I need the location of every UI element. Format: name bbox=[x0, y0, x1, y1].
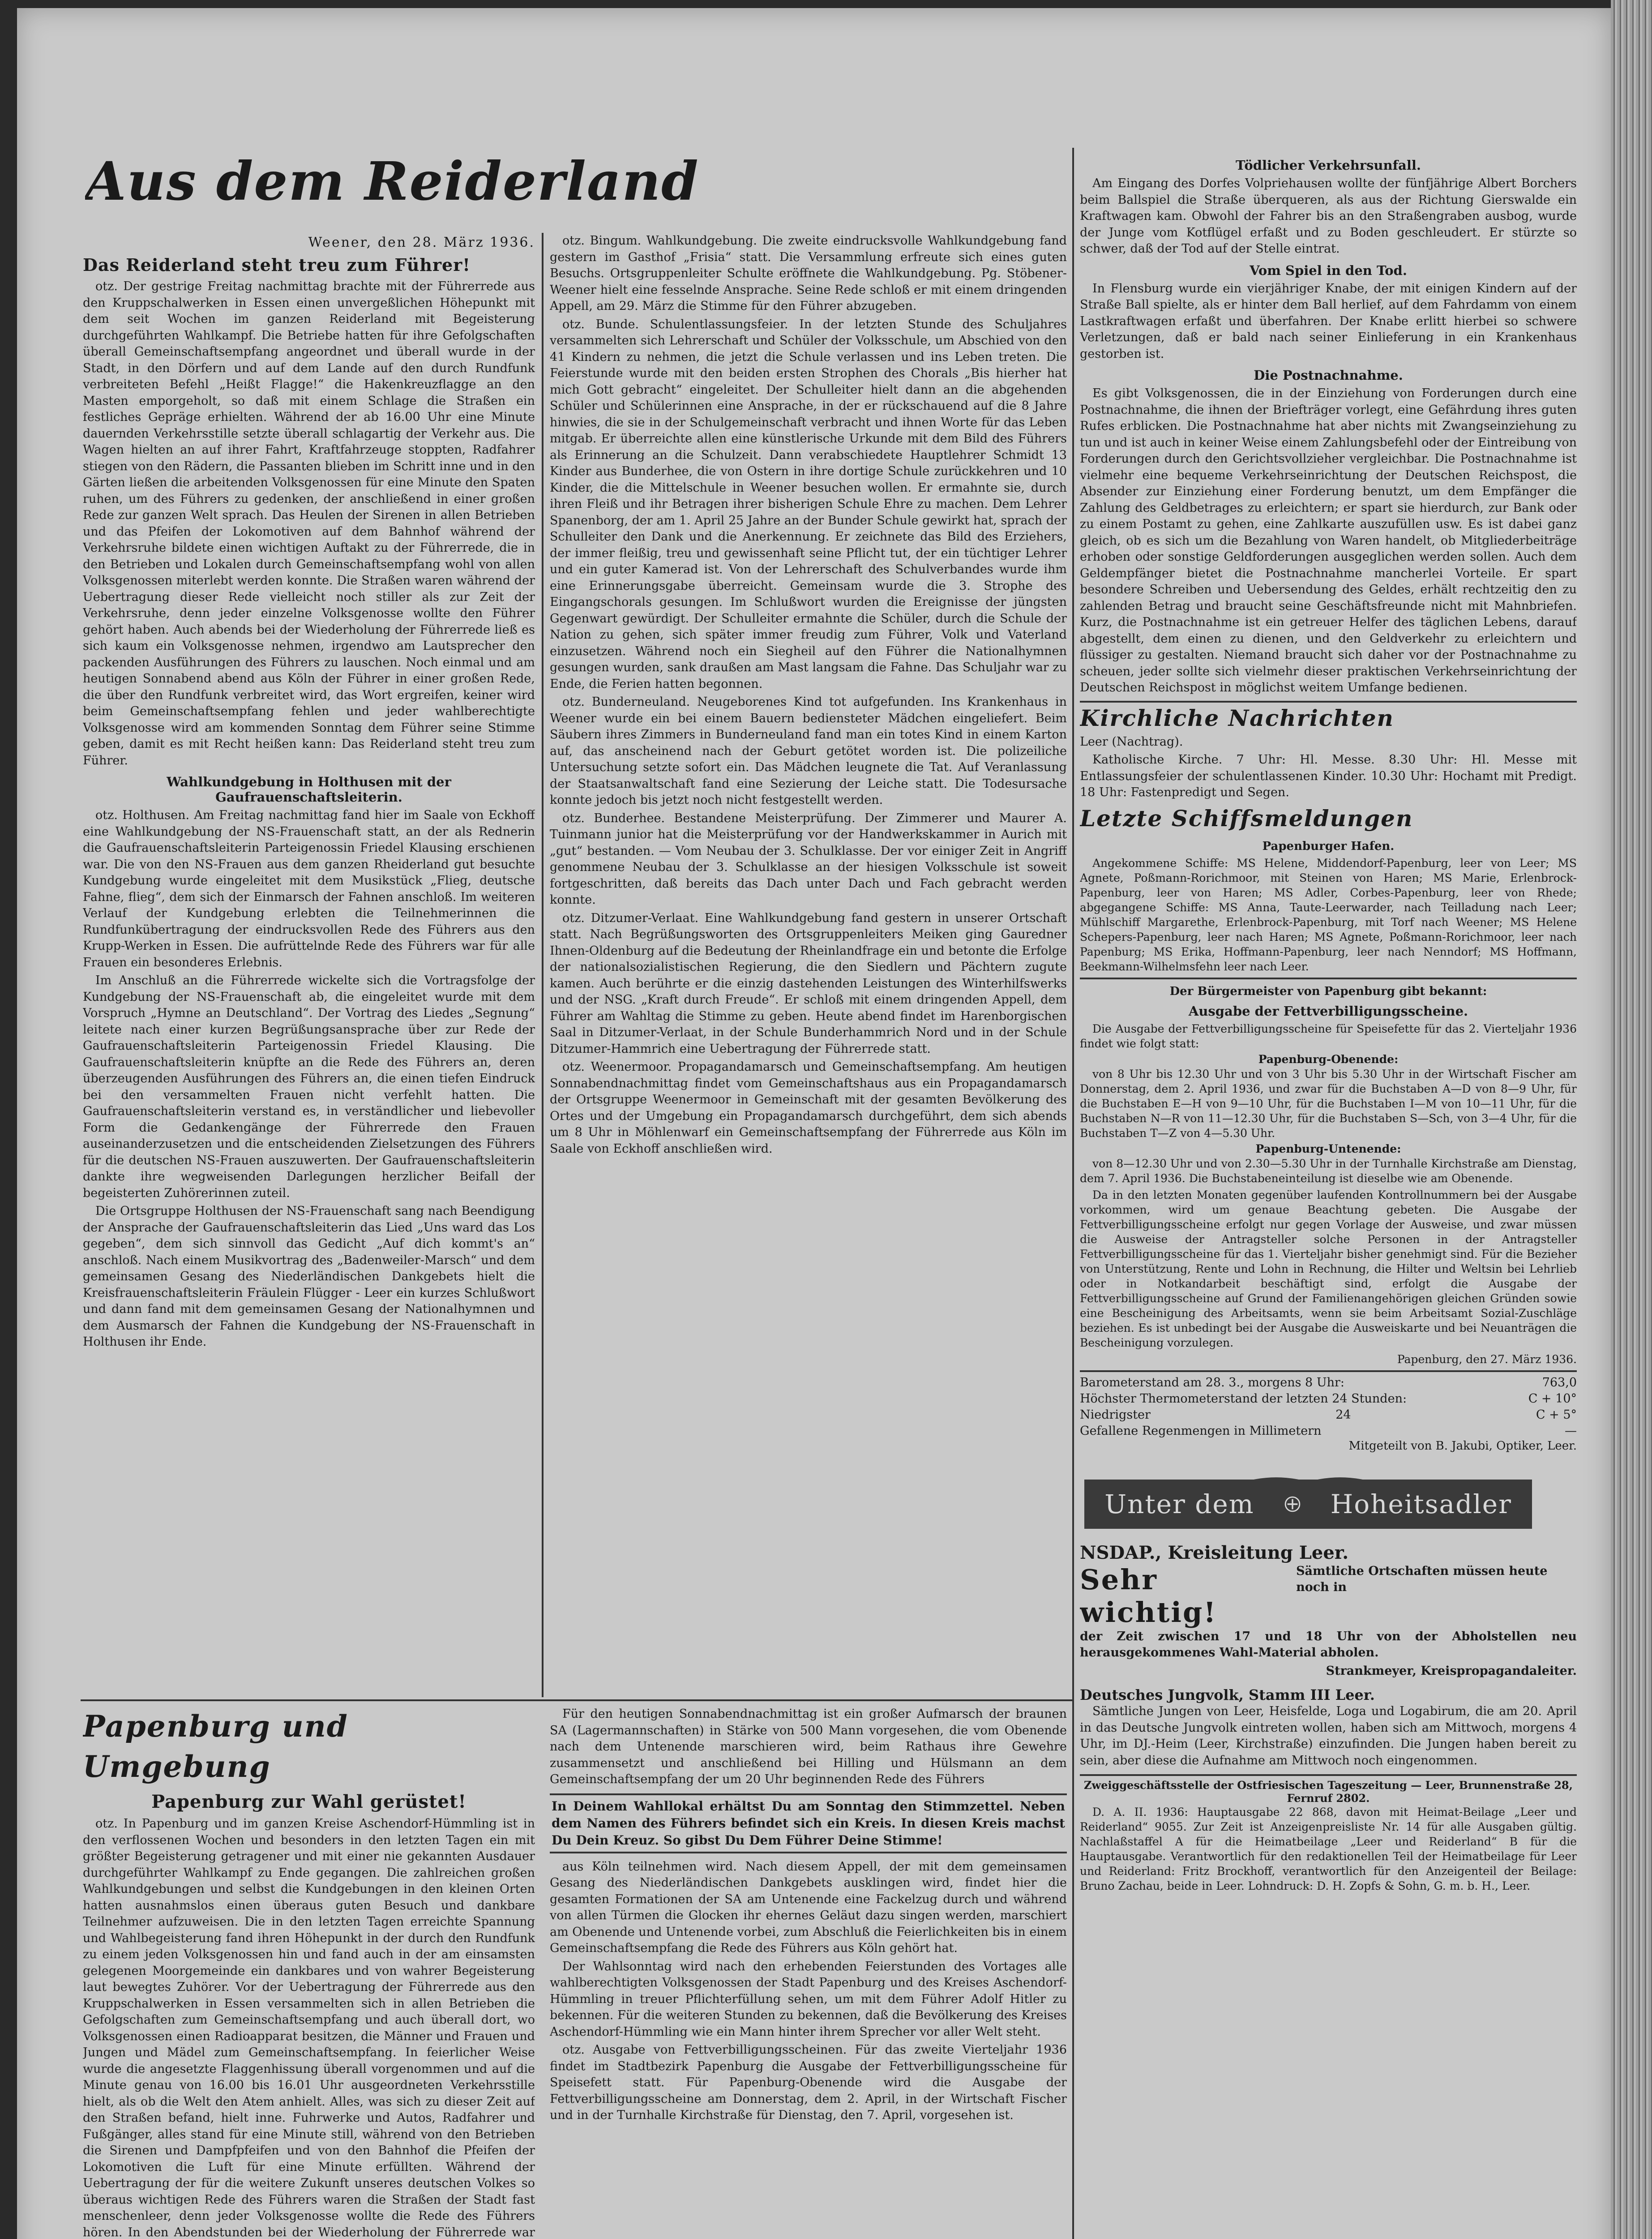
divider bbox=[1080, 978, 1577, 979]
weather-value: — bbox=[1565, 1424, 1577, 1438]
weather-label: Niedrigster bbox=[1080, 1407, 1151, 1422]
burger-text: von 8—12.30 Uhr und von 2.30—5.30 Uhr in der Turnhalle Kirchstraße am Dienstag, dem 7. April 1936. Die Buchstabeneinteilung ist dieselbe wie am Obenende. bbox=[1080, 1157, 1577, 1185]
weather-table bbox=[1080, 1370, 1577, 1453]
article-text: otz. Der gestrige Freitag nachmittag brachte mit der Führerrede aus den Kruppschalwerken in Essen einen unvergeßlichen Höhepunkt mit dem seit Wochen im ganzen Reiderland mit Begeisterung durchgeführten Wahlkampf. Die Betriebe hatten für ihre Gefolgschaften überall Gemeinschaftsempfang angeordnet und überall wurde in der Stadt, in den Dörfern und auf dem Lande auf den durch Rundfunk verbreiteten Befehl „Heißt Flagge!“ die Hakenkreuzflagge an den Masten emporgeholt, so daß mit einem Schlage die Straßen ein festliches Gepräge erhielten. Während der ab 16.00 Uhr eine Minute dauernden Verkehrsstille setzte überall schlagartig der Verkehr aus. Die Wagen hielten an auf ihrer Fahrt, Kraftfahrzeuge stoppten, Radfahrer stiegen von den Rädern, die Passanten blieben im Schritt inne und in den Gärten ließen die arbeitenden Volksgenossen für eine Minute den Spaten ruhen, um des Führers zu gedenken, der anschließend in einer großen Rede zur ganzen Welt sprach. Das Heulen der Sirenen in allen Betrieben und das Pfeifen der Lokomotiven auf dem Bahnhof während der Verkehrsruhe bildete einen wichtigen Auftakt zu der Führerrede, die in den Betrieben und Lokalen durch Gemeinschaftsempfang wohl von allen Volksgenossen miterlebt werden konnte. Die Straßen waren während der Uebertragung dieser Rede vielleicht noch stiller als zur Zeit der Verkehrsruhe, denn jeder einzelne Volksgenosse wollte den Führer gehört haben. Auch abends bei der Wiederholung der Führerrede ließ es sich kaum ein Volksgenosse nehmen, irgendwo am Lautsprecher den packenden Ausführungen des Führers zu lauschen. Noch einmal und am heutigen Sonnabend abend aus Köln der Führer in einer großen Rede, die über den Rundfunk verbreitet wird, das Wort ergreifen, keiner wird beim Gemeinschaftsempfang fehlen und jeder wahlberechtigte Volksgenosse wird am kommenden Sonntag dem Führer seine Stimme geben, damit es mit Recht heißen kann: Das Reiderland steht treu zum Führer. bbox=[83, 279, 535, 768]
article-text: Am Eingang des Dorfes Volpriehausen wollte der fünfjährige Albert Borchers beim Ballspiel die Straße überqueren, als aus der Richtung Gierswalde ein Kraftwagen kam. Obwohl der Fahrer bis an den Straßengraben ausbog, wurde der Junge vom Kotflügel erfaßt und zu Boden geschleudert. Er stürzte so schwer, daß der Tod auf der Stelle eintrat. bbox=[1080, 176, 1577, 256]
article-text: otz. Weenermoor. Propagandamarsch und Gemeinschaftsempfang. Am heutigen Sonnabendnachmittag findet vom Gemeinschaftshaus aus ein Propagandamarsch der Ortsgruppe Weenermoor in Gemeinschaft mit der gesamten Bevölkerung des Ortes und der Umgebung ein Propagandamarsch durchgeführt, dem sich abends um 8 Uhr in Möhlenwarf ein Gemeinschaftsempfang der Führerrede aus Köln im Saale von Eckhoff anschließen wird. bbox=[550, 1060, 1067, 1156]
papenburg-right bbox=[550, 1706, 1067, 2239]
article-text: Im Anschluß an die Führerrede wickelte sich die Vortragsfolge der Kundgebung der NS-Frauenschaft ab, die eingeleitet wurde mit dem Vorspruch „Hymne an Deutschland“. Der Vortrag des Liedes „Segnung“ leitete nach einer kurzen Begrüßungsansprache über zur Rede der Gaufrauenschaftsleiterin Parteigenossin Friedel Klausing. Die Gaufrauenschaftsleiterin knüpfte an die Rede des Führers an, deren überzeugenden Ausführungen des Führers an, die einen tiefen Eindruck bei den versammelten Frauen nicht verfehlt hatten. Die Gaufrauenschaftsleiterin verstand es, in verständlicher und liebevoller Form die Gedankengänge der Führerrede den Frauen auseinanderzusetzen und die entscheidenden Zielsetzungen des Führers für die deutschen NS-Frauen auszuwerten. Der Gaufrauenschaftsleiterin dankte ihre wegweisenden Darlegungen herzlicher Beifall der begeisterten Zuhörerinnen zuteil. bbox=[83, 974, 535, 1200]
article-text: otz. Holthusen. Am Freitag nachmittag fand hier im Saale von Eckhoff eine Wahlkundgebung der NS-Frauenschaft statt, an der als Rednerin die Gaufrauenschaftsleiterin Parteigenossin Friedel Klausing erschienen war. Die von den NS-Frauen aus dem ganzen Rheiderland gut besuchte Kundgebung wurde eingeleitet mit dem Musikstück „Flieg, deutsche Fahne, flieg“, dem sich der Einmarsch der Fahnen anschloß. Im weiteren Verlauf der Kundgebung erlebten die Teilnehmerinnen die Rundfunkübertragung der eindrucksvollen Rede des Führers aus den Krupp-Werken in Essen. Die aufrüttelnde Rede des Führers war für alle Frauen ein besonderes Erlebnis. bbox=[83, 808, 535, 969]
column-rule-1 bbox=[542, 233, 544, 1697]
column-rule-2 bbox=[1072, 148, 1074, 2239]
page-stack-edges bbox=[1611, 0, 1652, 2239]
weather-value: 763,0 bbox=[1542, 1375, 1577, 1390]
sehr-text: der Zeit zwischen 17 und 18 Uhr von der Abholstellen neu herausgekommenes Wahl-Material abholen. bbox=[1080, 1629, 1577, 1660]
article-text: otz. Bunde. Schulentlassungsfeier. In der letzten Stunde des Schuljahres versammelten sich Lehrerschaft und Schüler der Volksschule, um Abschied von den 41 Kindern zu nehmen, die jetzt die Schule verlassen und ins Leben treten. Die Feierstunde wurde mit den beiden ersten Strophen des Chorals „Bis hierher hat mich Gott gebracht“ eingeleitet. Der Schulleiter hielt dann an die abgehenden Schüler und Schülerinnen eine Ansprache, in der er rückschauend auf die 8 Jahre hinwies, die sie in der Schulgemeinschaft verbracht und ihnen Worte für das Leben mitgab. Er überreichte allen eine künstlerische Urkunde mit dem Bild des Führers als Erinnerung an die Schulzeit. Dann verabschiedete Hauptlehrer Schmidt 13 Kinder aus Bunderhee, die von Ostern in ihre dortige Schule zurückkehren und 10 Kinder, die die Mittelschule in Weener besuchen wollen. Er ermahnte sie, durch ihren Fleiß und ihr Betragen ihrer bisherigen Schule Ehre zu machen. Dem Lehrer Spanenborg, der am 1. April 25 Jahre an der Bunder Schule gewirkt hat, sprach der Schulleiter den Dank und die Anerkennung. Er zeichnete das Bild des Erziehers, der immer fleißig, treu und gewissenhaft seine Pflicht tut, der ein tüchtiger Lehrer und ein guter Kamerad ist. Von der Lehrerschaft des Schulverbandes wurde ihm eine Erinnerungsgabe überreicht. Gemeinsam wurde die 3. Strophe des Eingangschorals gesungen. Im Schlußwort wurden die Ereignisse der jüngsten Gegenwart gewürdigt. Der Schulleiter ermahnte die Schüler, durch die Schule der Nation zu gehen, sich später immer freudig zum Führer, Volk und Vaterland einzusetzen. Während noch ein Siegheil auf den Führer die Nationalhymnen gesungen wurden, sank draußen am Mast langsam die Fahne. Das Schuljahr war zu Ende, die Ferien hatten begonnen. bbox=[550, 317, 1067, 691]
article-text: otz. In Papenburg und im ganzen Kreise Aschendorf-Hümmling ist in den verflossenen Wochen und besonders in den letzten Tagen ein mit größter Begeisterung getragener und mit einer nie gekannten Ausdauer durchgeführter Wahlkampf zu Ende gegangen. Die zahlreichen großen Wahlkundgebungen und selbst die Kundgebungen in den kleinen Orten hatten ausnahmslos einen überaus guten Besuch und dankbare Teilnehmer aufzuweisen. Die in den letzten Tagen erreichte Spannung und Wahlbegeisterung fand ihren Höhepunkt in der durch den Rundfunk zu einem jeden Volksgenossen hin und fand auch in der am einsamsten gelegenen Moorgemeinde ein dankbares und von wahrer Begeisterung laut bewegtes Zuhörer. Vor der Uebertragung der Führerrede aus den Kruppschalwerken in Essen versammelten sich in allen Betrieben die Gefolgschaften zum Gemeinschaftsempfang und auch überall dort, wo Volksgenossen einen Radioapparat besitzen, die Männer und Frauen und Jungen und Mädel zum Gemeinschaftsempfang. In feierlicher Weise wurde die angesetzte Flaggenhissung überall vorgenommen und auf die Minute genau von 16.00 bis 16.01 Uhr ausgeordneten Verkehrsstille hielt, als ob die Welt den Atem anhielt. Alles, was sich zu dieser Zeit auf den Straßen befand, hielt inne. Fuhrwerke und Autos, Radfahrer und Fußgänger, alles stand für eine Minute still, während von den Betrieben die Sirenen und Dampfpfeifen und von den Bahnhof die Pfeifen der Lokomotiven die Luft für eine Minute erfüllten. Während der Uebertragung der für die weitere Zukunft unseres deutschen Volkes so überaus wichtigen Rede des Führers waren die Straßen der Stadt fast menschenleer, denn jeder Volksgenosse wollte die Rede des Führers hören. In den Abendstunden bei der Wiederholung der Führerrede war bbox=[83, 1817, 535, 2239]
middle-column bbox=[550, 233, 1067, 1693]
eagle-wings-icon bbox=[1228, 1471, 1389, 1488]
imprint-text: D. A. II. 1936: Hauptausgabe 22 868, davon mit Heimat-Beilage „Leer und Reiderland“ 9055. Zur Zeit ist Anzeigenpreisliste Nr. 14 für alle Ausgaben gültig. Nachlaßstaffel A für die Heimatbeilage „Leer und Reiderland“ B für die Hauptausgabe. Verantwortlich für den redaktionellen Teil der Heimatbeilage für Leer und Reiderland: Fritz Brockhoff, verantwortlich für den Anzeigenteil der Beilage: Bruno Zachau, beide in Leer. Lohndruck: D. H. Zopfs & Sohn, G. m. b. H., Leer. bbox=[1080, 1806, 1577, 1892]
strankmeyer: Strankmeyer, Kreispropagandaleiter. bbox=[1326, 1664, 1577, 1678]
banner-wrap bbox=[1080, 1471, 1577, 1542]
jungvolk-text: Sämtliche Jungen von Leer, Heisfelde, Loga und Logabirum, die am 20. April in das Deutsche Jungvolk eintreten wollen, haben sich am Mittwoch, morgens 4 Uhr, im DJ.-Heim (Leer, Kirchstraße) einzufinden. Die Jungen haben bereit zu sein, aber diese die Aufnahme am Mittwoch noch eingenommen. bbox=[1080, 1704, 1577, 1767]
left-headline: Das Reiderland steht treu zum Führer! bbox=[83, 255, 471, 275]
article-text: In Flensburg wurde ein vierjähriger Knabe, der mit einigen Kindern auf der Straße Ball spielte, als er hinter dem Ball herlief, auf dem Fahrdamm von einem Lastkraftwagen erfaßt und überfahren. Der Knabe erlitt hierbei so schwere Verletzungen, daß er bald nach seiner Einlieferung in ein Krankenhaus gestorben ist. bbox=[1080, 281, 1577, 361]
sehr-row bbox=[1080, 1563, 1577, 1629]
article-subhead: Wahlkundgebung in Holthusen mit der Gaufrauenschaftsleiterin. bbox=[167, 774, 451, 805]
papenburg-left bbox=[83, 1706, 535, 2239]
weather-value: C + 5° bbox=[1536, 1407, 1577, 1422]
weather-mid: 24 bbox=[1335, 1407, 1351, 1422]
weather-label: Höchster Thermometerstand der letzten 24 Stunden: bbox=[1080, 1391, 1407, 1406]
right-head-play: Vom Spiel in den Tod. bbox=[1250, 262, 1407, 278]
voting-notice: In Deinem Wahllokal erhältst Du am Sonntag den Stimmzettel. Neben dem Namen des Führers befindet sich ein Kreis. In diesen Kreis machst Du Dein Kreuz. So gibst Du Dem Führer Deine Stimme! bbox=[550, 1793, 1067, 1853]
weather-row-rain bbox=[1080, 1423, 1577, 1439]
burger-head: Der Bürgermeister von Papenburg gibt bekannt: bbox=[1169, 984, 1487, 998]
right-head-accident: Tödlicher Verkehrsunfall. bbox=[1236, 158, 1421, 173]
burger-untenende: Papenburg-Untenende: bbox=[1255, 1142, 1401, 1155]
right-column bbox=[1080, 152, 1577, 2239]
papenburg-headline: Papenburg zur Wahl gerüstet! bbox=[151, 1791, 466, 1812]
papenburg-title: Papenburg und Umgebung bbox=[83, 1709, 348, 1784]
article-text: otz. Bunderhee. Bestandene Meisterprüfung. Der Zimmerer und Maurer A. Tuinmann junior hat die Meisterprüfung vor der Handwerkskammer in Aurich mit „gut“ bestanden. — Vom Neubau der 3. Schulklasse. Der vor einiger Zeit in Angriff genommene Neubau der 3. Schulklasse an der hiesigen Volksschule ist soweit fortgeschritten, daß bereits das Dach unter Dach und Fach gebracht werden konnte. bbox=[550, 811, 1067, 907]
article-text: Der Wahlsonntag wird nach den erhebenden Feierstunden des Vortages alle wahlberechtigten Volksgenossen der Stadt Papenburg und des Kreises Aschendorf-Hümmling in treuer Pflichterfüllung sehen, um mit dem Führer Adolf Hitler zu bekennen. Für die weiteren Stunden zu bekennen, daß die Bevölkerung des Kreises Aschendorf-Hümmling wie ein Mann hinter ihrem Sprecher vor aller Welt steht. bbox=[550, 1959, 1067, 2039]
left-column bbox=[83, 233, 535, 1697]
main-title-block bbox=[85, 148, 712, 219]
article-text: otz. Ditzumer-Verlaat. Eine Wahlkundgebung fand gestern in unserer Ortschaft statt. Nach Begrüßungsworten des Ortsgruppenleiters Meiken ging Gauredner Ihnen-Oldenburg auf die Bedeutung der Rheinlandfrage ein und betonte die Erfolge der nationalsozialistischen Regierung, die den Siedlern und Pächtern zugute kamen. Auch berührte er die einzig dastehenden Leistungen des Winterhilfswerks und der NSG. „Kraft durch Freude“. Er schloß mit einem dringenden Appell, dem Führer am Wahltag die Stimme zu geben. Heute abend findet im Harenborgischen Saal in Ditzumer-Verlaat, in der Schule Bunderhammrich Nord und in der Schule Ditzumer-Hammrich eine Uebertragung der Führerrede statt. bbox=[550, 911, 1067, 1056]
right-head-post: Die Postnachnahme. bbox=[1254, 368, 1403, 383]
imprint bbox=[1080, 1774, 1577, 1893]
weather-row-max bbox=[1080, 1391, 1577, 1407]
article-text: otz. Ausgabe von Fettverbilligungsscheinen. Für das zweite Vierteljahr 1936 findet im Stadtbezirk Papenburg die Ausgabe der Fettverbilligungsscheine für Speisefett statt. Für Papenburg-Obenende wird die Ausgabe der Fettverbilligungsscheine am Donnerstag, dem 2. April, in der Wirtschaft Fischer und in der Turnhalle Kirchstraße für Dienstag, den 7. April, vorgesehen ist. bbox=[550, 2043, 1067, 2122]
article-text: otz. Bingum. Wahlkundgebung. Die zweite eindrucksvolle Wahlkundgebung fand gestern im Gasthof „Frisia“ statt. Die Versammlung erfreute sich eines guten Besuchs. Ortsgruppenleiter Schulte eröffnete die Wahlkundgebung. Pg. Stöbener-Weener hielt eine fesselnde Ansprache. Seine Rede schloß er mit einem dringenden Appell, am 29. März die Stimme für den Führer abzugeben. bbox=[550, 234, 1067, 313]
schiff-text: Angekommene Schiffe: MS Helene, Middendorf-Papenburg, leer von Leer; MS Agnete, Poßmann-Rorichmoor, mit Steinen von Haren; MS Marie, Erlenbrock-Papenburg, leer von Haren; MS Adler, Corbes-Papenburg, leer von Rhede; abgegangene Schiffe: MS Anna, Taute-Leerwarder, nach Teilladung nach Leer; Mühlschiff Margarethe, Erlenbrock-Papenburg, mit Torf nach Weener; MS Helene Schepers-Papenburg, leer nach Haren; MS Agnete, Poßmann-Rorichmoor, leer nach Papenburg; MS Erika, Hoffmann-Papenburg, leer nach Nenndorf; MS Hoffmann, Beekmann-Wilhelmsfehn leer nach Leer. bbox=[1080, 856, 1577, 973]
article-text: Für den heutigen Sonnabendnachmittag ist ein großer Aufmarsch der braunen SA (Lagermannschaften) in Stärke von 500 Mann vorgesehen, die vom Obenende nach dem Untenende marschieren wird, beim Rathaus ihre Gewehre zusammensetzt und anschließend bei Hilling und Hülsmann an dem Gemeinschaftsempfang der um 20 Uhr beginnenden Rede des Führers bbox=[550, 1707, 1067, 1786]
imprint-head: Zweiggeschäftsstelle der Ostfriesischen Tageszeitung — Leer, Brunnenstraße 28, Fernruf 2802. bbox=[1084, 1779, 1573, 1805]
section-rule bbox=[81, 1699, 1072, 1701]
dateline: Weener, den 28. März 1936. bbox=[308, 235, 535, 250]
sehr-wichtig: Sehr wichtig! bbox=[1080, 1563, 1217, 1629]
weather-value: C + 10° bbox=[1528, 1391, 1577, 1406]
weather-label: Barometerstand am 28. 3., morgens 8 Uhr: bbox=[1080, 1375, 1344, 1390]
schiff-title: Letzte Schiffsmeldungen bbox=[1080, 805, 1413, 832]
eagle-icon bbox=[1254, 1488, 1331, 1520]
jungvolk-head: Deutsches Jungvolk, Stamm III Leer. bbox=[1080, 1686, 1375, 1703]
article-text: aus Köln teilnehmen wird. Nach diesem Appell, der mit dem gemeinsamen Gesang des Niederländischen Dankgebets ausklingen wird, findet hier die gesamten Formationen der SA am Untenende eine Fackelzug durch und während von allen Türmen die Glocken ihr ehernes Geläut dazu singen werden, marschiert am Obenende und Untenende vorbei, zum Abschluß die Feierlichkeiten bis in einem Gemeinschaftsempfang die Rede des Führers aus Köln gehört hat. bbox=[550, 1859, 1067, 1955]
article-text: Die Ortsgruppe Holthusen der NS-Frauenschaft sang nach Beendigung der Ansprache der Gaufrauenschaftsleiterin das Lied „Uns ward das Los gegeben“, dem sich sinnvoll das Gedicht „Auf dich kommt's an“ anschloß. Nach einem Musikvortrag des „Badenweiler-Marsch“ und dem gemeinsamen Gesang des Niederländischen Dankgebets hielt die Kreisfrauenschaftsleiterin Fräulein Flügger - Leer ein kurzes Schlußwort und dann fand mit dem gemeinsamen Gesang der Nationalhymnen und dem Ausmarsch der Fahnen die Kundgebung der NS-Frauenschaft in Holthusen ihr Ende. bbox=[83, 1204, 535, 1349]
optiker-credit: Mitgeteilt von B. Jakubi, Optiker, Leer. bbox=[1348, 1439, 1577, 1453]
burger-date: Papenburg, den 27. März 1936. bbox=[1397, 1352, 1577, 1366]
weather-row-min bbox=[1080, 1407, 1577, 1423]
weather-label: Gefallene Regenmengen in Millimetern bbox=[1080, 1424, 1322, 1438]
burger-text: Die Ausgabe der Fettverbilligungsscheine für Speisefette für das 2. Vierteljahr 1936 findet wie folgt statt: bbox=[1080, 1022, 1577, 1050]
kirch-sub: Leer (Nachtrag). bbox=[1080, 734, 1183, 749]
burger-text: von 8 Uhr bis 12.30 Uhr und von 3 Uhr bis 5.30 Uhr in der Wirtschaft Fischer am Donnerstag, dem 2. April 1936, und zwar für die Buchstaben A—D von 8—9 Uhr, für die Buchstaben E—H von 9—10 Uhr, für die Buchstaben I—M von 10—11 Uhr, für die Buchstaben N—R von 11—12.30 Uhr, für die Buchstaben S—Sch, von 3—4 Uhr, für die Buchstaben T—Z von 4—5.30 Uhr. bbox=[1080, 1067, 1577, 1140]
schiff-sub: Papenburger Hafen. bbox=[1262, 839, 1395, 853]
weather-row-barometer bbox=[1080, 1375, 1577, 1391]
main-title: Aus dem Reiderland bbox=[85, 150, 699, 212]
sehr-side: Sämtliche Ortschaften müssen heute noch in bbox=[1296, 1564, 1548, 1594]
burger-text: Da in den letzten Monaten gegenüber laufenden Kontrollnummern bei der Ausgabe vorkommen, wird um genaue Beachtung gebeten. Die Ausgabe der Fettverbilligungsscheine erfolgt nur gegen Vorlage der Ausweise, und zwar müssen die Ausweise der Antragsteller solche Personen in der Antragsteller Fettverbilligungsscheine für das 1. Vierteljahr bisher genehmigt sind. Für die Bezieher von Unterstützung, Rente und Lohn in Rechnung, die Hilter und Weltsin bei Lehrlieb oder in Notkandarbeit beschäftigt sind, erfolgt die Ausgabe der Fettverbilligungsscheine auf Grund der Familienangehörigen gleichen Gründen sowie eine Bescheinigung des Arbeitsamts, wenn sie beim Arbeitsamt Sozial-Zuschläge beziehen. Es ist unbedingt bei der Ausgabe die Ausweiskarte und bei Neuanträgen die Bescheinigung vorzulegen. bbox=[1080, 1188, 1577, 1349]
kirch-text: Katholische Kirche. 7 Uhr: Hl. Messe. 8.30 Uhr: Hl. Messe mit Entlassungsfeier der schulentlassenen Kinder. 10.30 Uhr: Hochamt mit Predigt. 18 Uhr: Fastenpredigt und Segen. bbox=[1080, 753, 1577, 799]
banner-left-text: Unter dem bbox=[1104, 1488, 1254, 1519]
burger-sub: Ausgabe der Fettverbilligungsscheine. bbox=[1188, 1003, 1468, 1019]
kirch-title: Kirchliche Nachrichten bbox=[1080, 704, 1394, 731]
article-text: otz. Bunderneuland. Neugeborenes Kind tot aufgefunden. Ins Krankenhaus in Weener wurde ein bei einem Bauern bediensteter Mädchen eingeliefert. Beim Säubern ihres Zimmers in Bunderneuland fand man ein totes Kind in einem Karton auf, das anscheinend nach der Geburt getötet worden ist. Die polizeiliche Untersuchung setzte sofort ein. Das Mädchen leugnete die Tat. Auf Veranlassung der Staatsanwaltschaft fand eine Sezierung der Leiche statt. Die Todesursache konnte jedoch bis jetzt noch nicht festgestellt werden. bbox=[550, 695, 1067, 807]
banner-right-text: Hoheitsadler bbox=[1330, 1488, 1512, 1519]
nsdap-head: NSDAP., Kreisleitung Leer. bbox=[1080, 1542, 1349, 1563]
burger-obenende: Papenburg-Obenende: bbox=[1258, 1052, 1399, 1066]
article-text: Es gibt Volksgenossen, die in der Einziehung von Forderungen durch eine Postnachnahme, die ihnen der Briefträger vorlegt, eine Gefährdung ihres guten Rufes erblicken. Die Postnachnahme hat aber nichts mit Zwangseinziehung zu tun und ist auch in keiner Weise einem Zahlungsbefehl oder der Eintreibung von Forderungen durch den Gerichtsvollzieher vergleichbar. Die Postnachnahme ist vielmehr eine bequeme Verkehrseinrichtung der Deutschen Reichspost, die Absender zur Einziehung einer Forderung benutzt, um dem Empfänger die Zahlung des Geldbetrages zu erleichtern; er spart sie hierdurch, zur Bank oder zu einem Postamt zu gehen, eine Zahlkarte auszufüllen usw. Es ist dabei ganz gleich, ob es sich um die Bezahlung von Waren handelt, ob Mitgliederbeiträge erhoben oder sonstige Geldforderungen ausgeglichen werden sollen. Auch dem Geldempfänger bietet die Postnachnahme mancherlei Vorteile. Er spart besondere Schreiben und Uebersendung des Geldes, erhält rechtzeitig den zu zahlenden Betrag und braucht seine Geschäftsfreunde nicht mit Mahnbriefen. Kurz, die Postnachnahme ist ein getreuer Helfer des täglichen Lebens, darauf abgestellt, dem einen zu dienen, und den Geldverkehr zu erleichtern und flüssiger zu gestalten. Niemand braucht sich daher vor der Postnachnahme zu scheuen, jeder sollte sich vielmehr dieser praktischen Verkehrseinrichtung der Deutschen Reichspost in möglichst weitem Umfange bedienen. bbox=[1080, 386, 1577, 695]
